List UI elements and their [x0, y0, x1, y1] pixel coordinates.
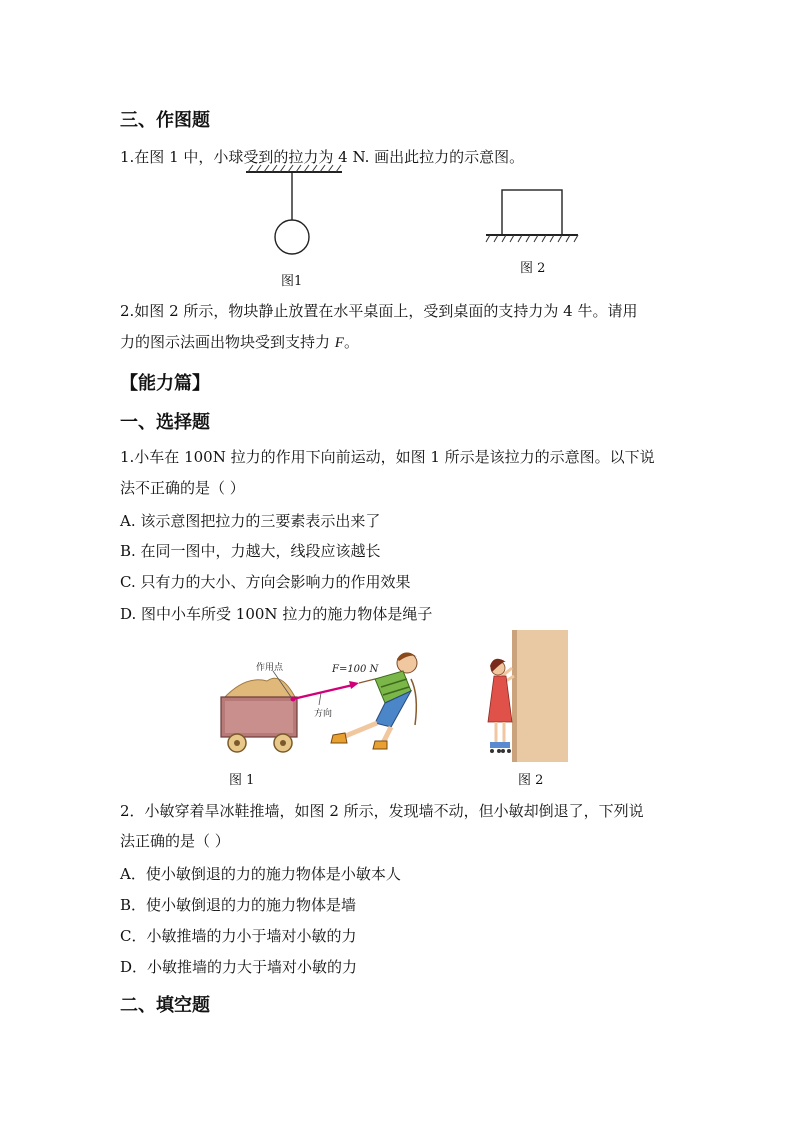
- choice-1-option-b: B. 在同一图中，力越大，线段应该越长: [120, 542, 381, 560]
- picture-1-caption: 图 1: [229, 773, 255, 788]
- force-label: F=100 N: [332, 664, 379, 675]
- picture-2-caption: 图 2: [518, 773, 544, 788]
- boy-pulling-cart-illustration: [215, 645, 430, 757]
- choice-2-option-c: C．小敏推墙的力小于墙对小敏的力: [120, 927, 357, 945]
- application-point-label: 作用点: [256, 663, 284, 673]
- section-heading-fill: 二、填空题: [120, 995, 210, 1016]
- choice-2-line-2: 法正确的是（ ）: [120, 832, 230, 850]
- choice-2-option-b: B．使小敏倒退的力的施力物体是墙: [120, 896, 357, 914]
- choice-1-option-c: C. 只有力的大小、方向会影响力的作用效果: [120, 573, 411, 591]
- choice-1-line-1: 1.小车在 100N 拉力的作用下向前运动，如图 1 所示是该拉力的示意图。以下说: [120, 448, 655, 466]
- choice-2-line-1: 2．小敏穿着旱冰鞋推墙，如图 2 所示，发现墙不动，但小敏却倒退了，下列说: [120, 802, 644, 820]
- block-on-table-figure: [486, 188, 578, 244]
- ability-heading: 【能力篇】: [120, 373, 210, 394]
- direction-label: 方向: [314, 709, 333, 719]
- section-heading-choice: 一、选择题: [120, 412, 210, 433]
- figure-2-caption: 图 2: [520, 261, 546, 276]
- choice-1-option-a: A. 该示意图把拉力的三要素表示出来了: [120, 512, 381, 530]
- choice-1-option-d: D. 图中小车所受 100N 拉力的施力物体是绳子: [120, 605, 433, 623]
- choice-2-option-a: A．使小敏倒退的力的施力物体是小敏本人: [120, 865, 401, 883]
- question-1-text: 1.在图 1 中，小球受到的拉力为 4 N. 画出此拉力的示意图。: [120, 148, 525, 166]
- figure-1-caption: 图1: [281, 274, 303, 289]
- question-2-line-1: 2.如图 2 所示，物块静止放置在水平桌面上，受到桌面的支持力为 4 牛。请用: [120, 302, 638, 320]
- section-heading-drawing: 三、作图题: [120, 110, 210, 131]
- choice-2-option-d: D．小敏推墙的力大于墙对小敏的力: [120, 958, 358, 976]
- hanging-ball-figure: [244, 164, 344, 264]
- girl-pushing-wall-illustration: [484, 630, 568, 762]
- question-2-line-2: 力的图示法画出物块受到支持力 F。: [120, 333, 359, 351]
- choice-1-line-2: 法不正确的是（ ）: [120, 479, 245, 497]
- force-symbol: F: [334, 335, 344, 351]
